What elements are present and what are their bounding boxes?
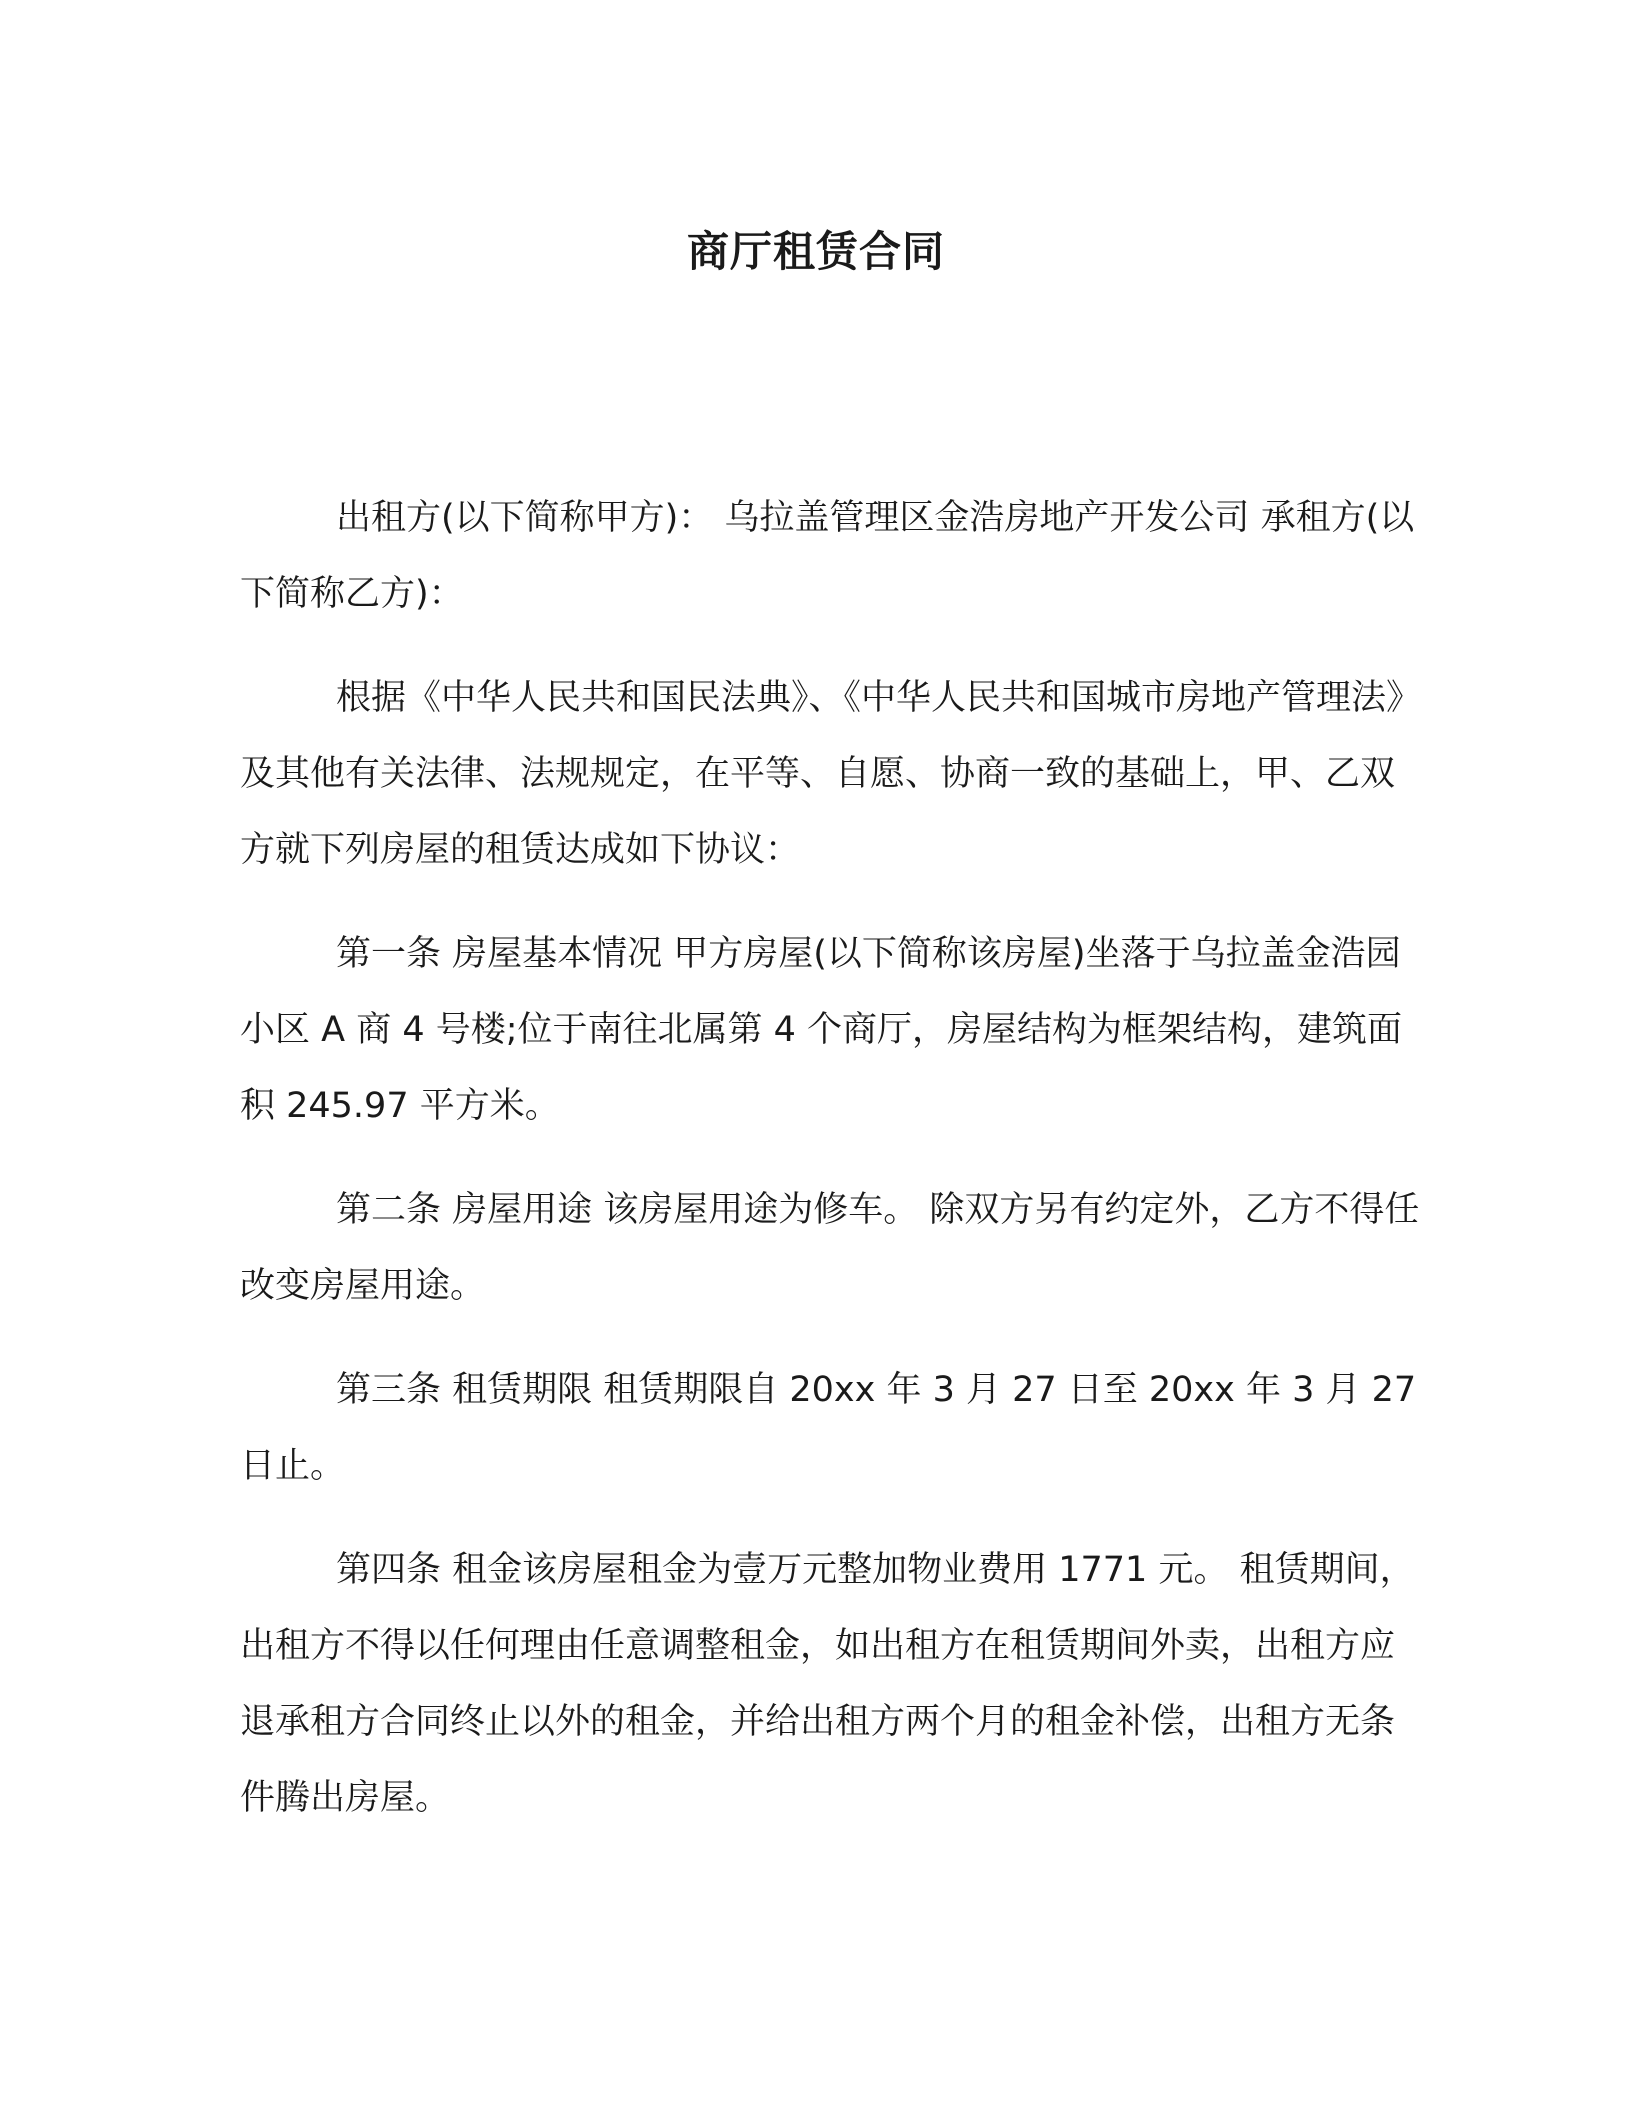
document-body <box>240 480 1420 1864</box>
document-title: 商厅租赁合同 <box>686 227 945 276</box>
paragraph-legal-basis: 根据《中华人民共和国民法典》、《中华人民共和国城市房地产管理法》及其他有关法律、法规规定，在平等、自愿、协商一致的基础上，甲、乙双方就下列房屋的租赁达成如下协议： <box>240 678 1404 870</box>
paragraph-article-2: 第二条 房屋用途 该房屋用途为修车。 除双方另有约定外，乙方不得任改变房屋用途。 <box>240 1190 1420 1306</box>
paragraph-article-4: 第四条 租金该房屋租金为壹万元整加物业费用 1771 元。 租赁期间，出租方不得以任何理由任意调整租金，如出租方在租赁期间外卖，出租方应退承租方合同终止以外的租金，并给出租方两个月的租金补偿，出租方无条件腾出房屋。 <box>240 1550 1415 1818</box>
paragraph-article-1: 第一条 房屋基本情况 甲方房屋(以下简称该房屋)坐落于乌拉盖金浩园小区 A 商 4 号楼;位于南往北属第 4 个商厅，房屋结构为框架结构，建筑面积 245.97 平方米。 <box>240 934 1403 1126</box>
paragraph-article-3: 第三条 租赁期限 租赁期限自 20xx 年 3 月 27 日至 20xx 年 3 月 27 日止。 <box>240 1370 1417 1486</box>
paragraph-parties: 出租方(以下简称甲方)： 乌拉盖管理区金浩房地产开发公司 承租方(以下简称乙方)： <box>240 498 1415 614</box>
